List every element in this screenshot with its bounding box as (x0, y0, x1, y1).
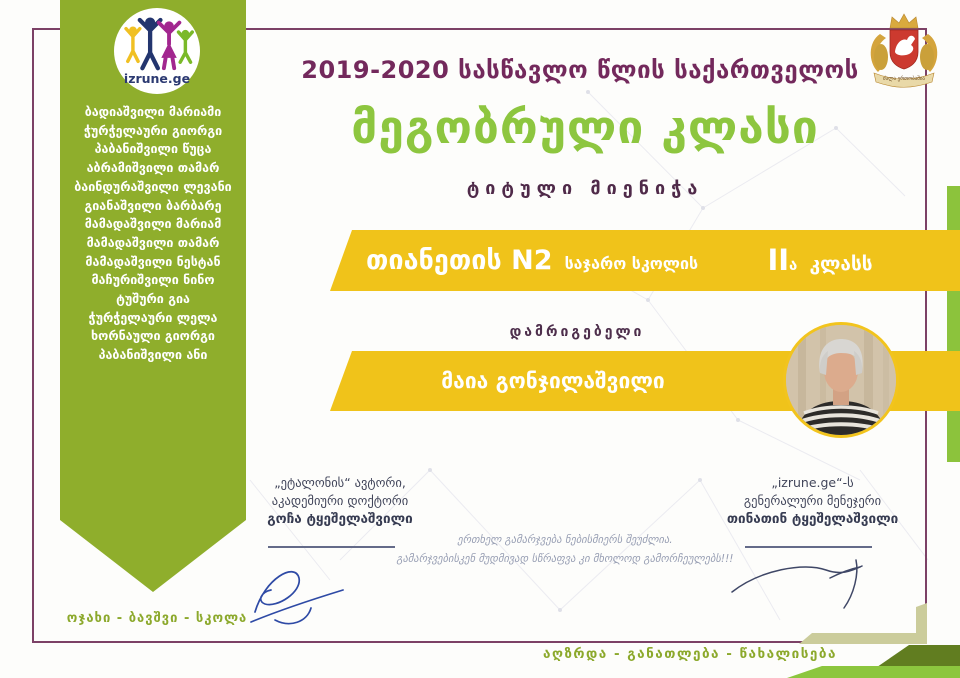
class-letter: ა (789, 256, 798, 274)
teacher-name: მაია გონჯილაშვილი (441, 369, 665, 393)
students-list (60, 103, 246, 365)
student-name: მამადაშვილი თამარ (86, 234, 220, 250)
left-signatory-role-2: აკადემიური დოქტორი (271, 493, 409, 508)
student-name: მამადაშვილი მარიამ (84, 216, 222, 232)
student-name: პაბანიშვილი წუცა (94, 141, 212, 157)
quote-line-2: გამარჯვებისკენ მუდმივად სწრაფვა კი მხოლოდ გამორჩეულებს!!! (396, 553, 734, 565)
student-name: პაბანიშვილი ანი (98, 347, 208, 363)
certificate-title: მეგობრული კლასი (351, 100, 819, 154)
emblem-motto: ძალა ერთობაშია (883, 76, 925, 82)
izrune-logo-text: izrune.ge (123, 71, 191, 86)
school-name: თიანეთის N2 (366, 245, 553, 276)
student-name: გიანაშვილი ბარბარე (84, 197, 222, 213)
teacher-label: დამრიგებელი (509, 324, 645, 340)
right-signature-scribble (726, 546, 886, 626)
footer-motto-left: ოჯახი - ბავშვი - სკოლა (66, 611, 248, 626)
year-heading: 2019-2020 სასწავლო წლის საქართველოს (301, 56, 859, 84)
right-signatory-role-2: გენერალური მენეჯერი (743, 493, 882, 508)
certificate-subtitle: ტიტული მიენიჭა (466, 178, 704, 199)
class-word: კლასს (809, 253, 873, 275)
left-signature-scribble (245, 548, 355, 632)
student-name: ბადიაშვილი მარიამი (84, 104, 222, 119)
student-name: მაჩურიშვილი ნინო (91, 272, 215, 288)
student-name: მამადაშვილი ნესტან (85, 253, 221, 269)
student-name: ჭურჭელაური ლელა (88, 309, 218, 325)
student-name: ტუშური გია (116, 291, 190, 307)
student-name: ჭურჭელაური გიორგი (83, 122, 223, 138)
left-signatory-name: გოჩა ტყეშელაშვილი (267, 511, 413, 527)
student-name: ხორნაული გიორგი (91, 328, 215, 344)
class-roman: II (767, 243, 790, 277)
right-signatory-name: თინათინ ტყეშელაშვილი (726, 511, 899, 527)
footer-motto-right: აღზრდა - განათლება - წახალისება (543, 646, 837, 662)
left-signatory-role-1: „ეტალონის“ ავტორი, (274, 475, 406, 490)
student-name: ბაინდურაშვილი ლევანი (74, 178, 232, 194)
quote-line-1: ერთხელ გამარჯვება ნებისმიერს შეუძლია. (457, 534, 673, 546)
student-name: აბრამიშვილი თამარ (86, 160, 220, 176)
school-type: საჯარო სკოლის (564, 254, 699, 273)
right-signatory-role-1: „izrune.ge“-ს (771, 475, 854, 490)
